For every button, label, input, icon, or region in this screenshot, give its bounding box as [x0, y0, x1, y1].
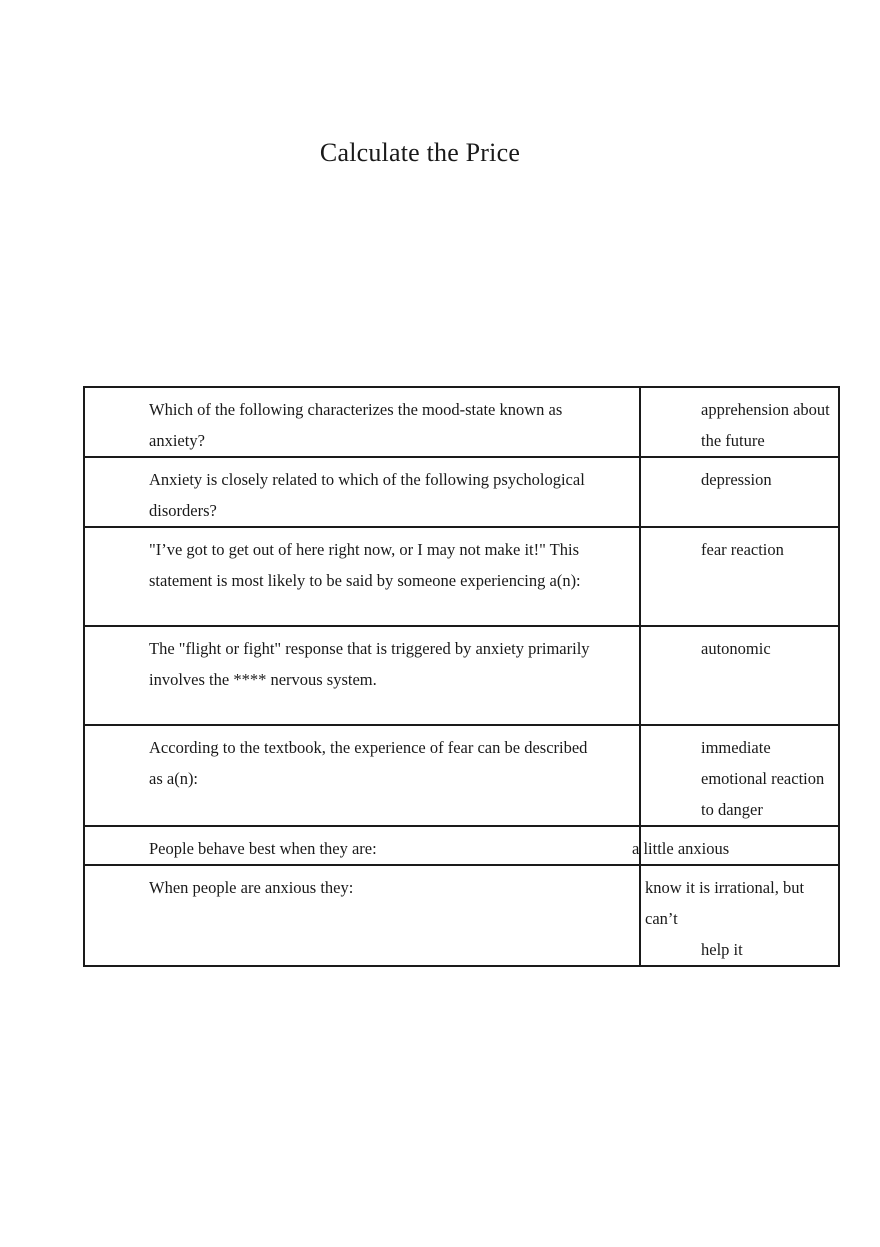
table-row	[84, 527, 839, 626]
answer-text-line-1: know it is irrational, but can’t	[645, 878, 805, 928]
table-row	[84, 387, 839, 457]
table-row	[84, 826, 839, 865]
answer-cell	[632, 826, 839, 865]
table-row	[84, 725, 839, 826]
question-cell: People behave best when they are:	[84, 826, 640, 865]
answer-cell: depression	[640, 457, 839, 527]
answer-cell: fear reaction	[640, 527, 839, 626]
question-cell: Anxiety is closely related to which of the following psychological disorders?	[84, 457, 640, 527]
question-cell: The "flight or fight" response that is triggered by anxiety primarily involves the **** nervous system.	[84, 626, 640, 725]
answer-text-line-2: help it	[701, 940, 743, 959]
answer-cell: apprehension about the future	[640, 387, 839, 457]
question-answer-table	[83, 386, 840, 967]
table-row	[84, 626, 839, 725]
answer-text: a little anxious	[632, 839, 730, 858]
answer-cell: immediate emotional reaction to danger	[640, 725, 839, 826]
question-cell: When people are anxious they:	[84, 865, 640, 966]
answer-cell	[640, 865, 839, 966]
question-cell: According to the textbook, the experience of fear can be described as a(n):	[84, 725, 640, 826]
table-row	[84, 457, 839, 527]
question-cell: Which of the following characterizes the mood-state known as anxiety?	[84, 387, 640, 457]
answer-cell: autonomic	[640, 626, 839, 725]
table-row	[84, 865, 839, 966]
question-cell: "I’ve got to get out of here right now, or I may not make it!" This statement is most likely to be said by someone experiencing a(n):	[84, 527, 640, 626]
document-title: Calculate the Price	[319, 138, 521, 167]
